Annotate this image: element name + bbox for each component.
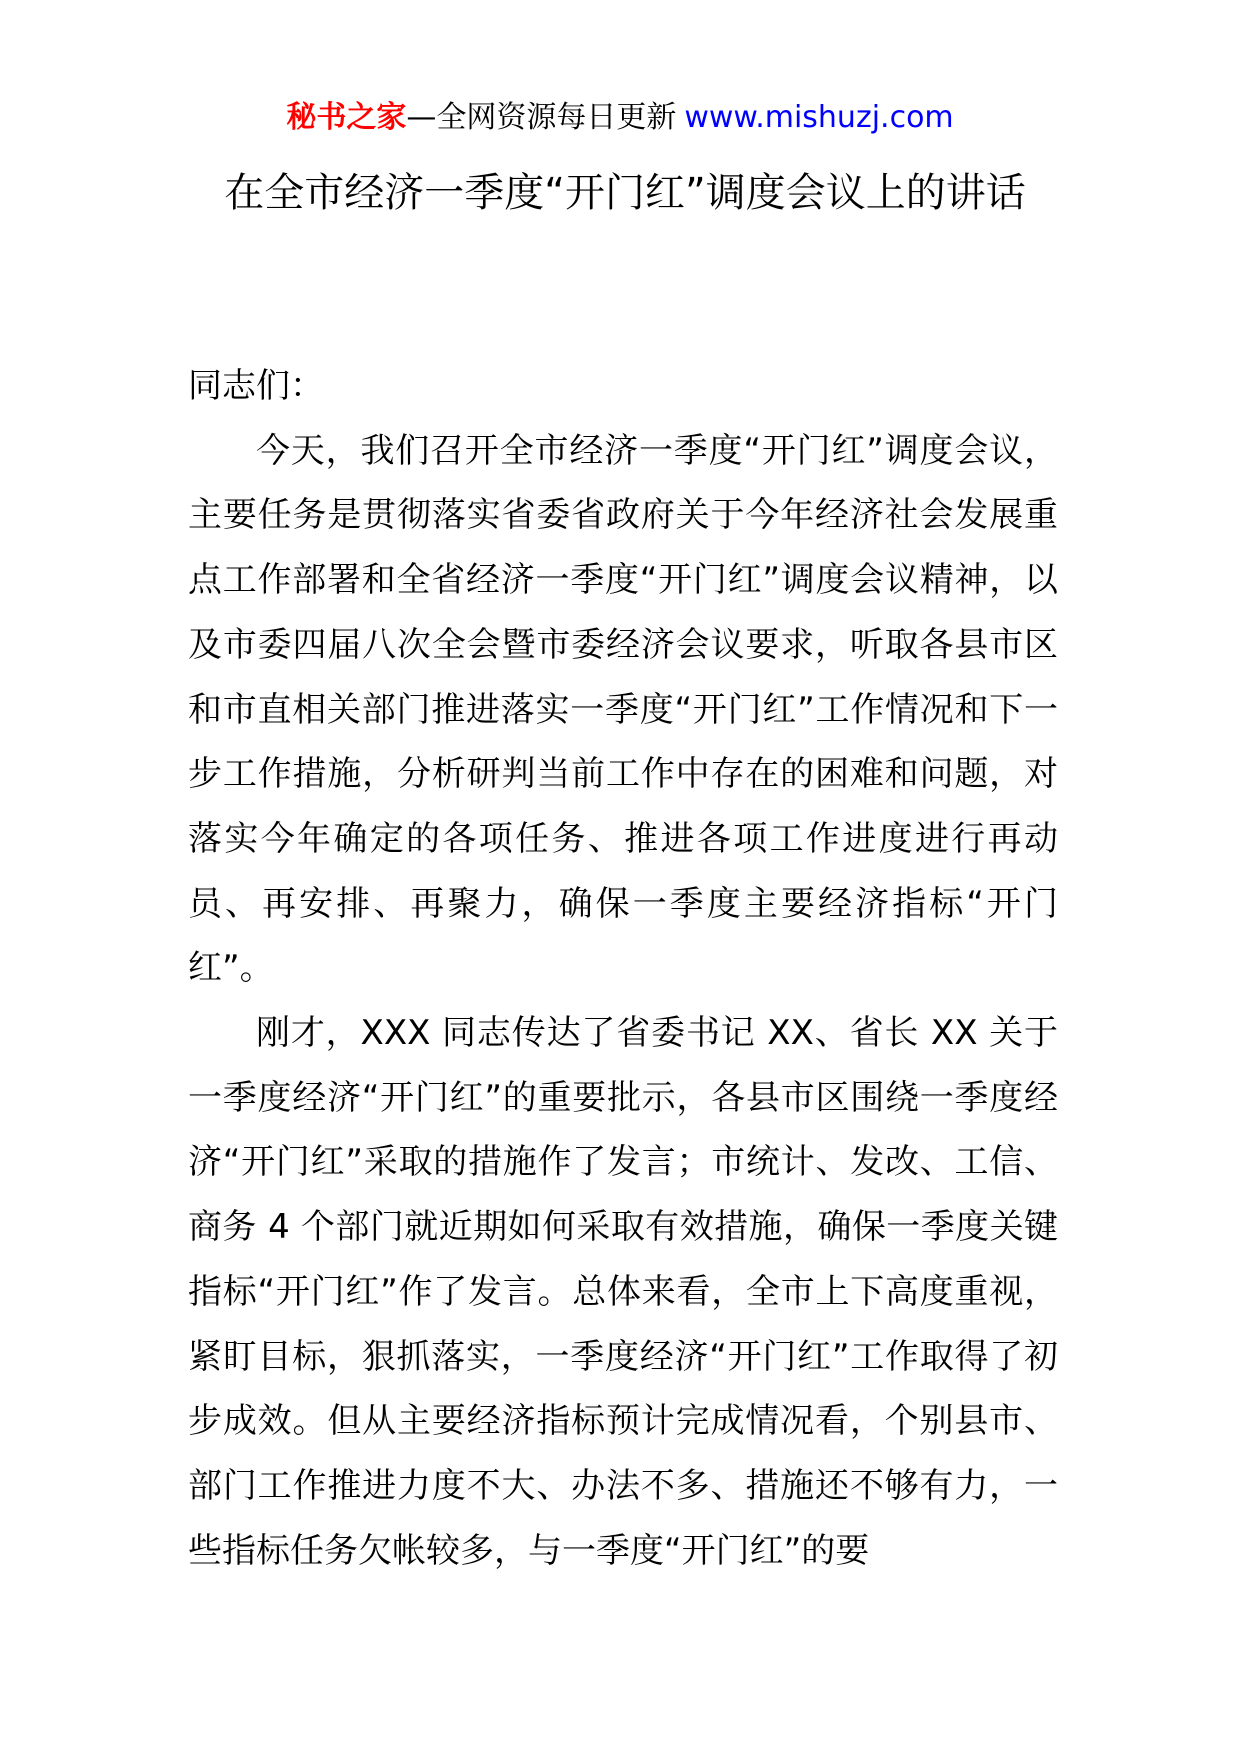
document-body <box>188 354 1058 1583</box>
salutation: 同志们： <box>188 366 324 406</box>
document-title: 在全市经济一季度“开门红”调度会议上的讲话 <box>224 170 1026 216</box>
paragraph-2: 刚才，XXX 同志传达了省委书记 XX、省长 XX 关于一季度经济“开门红”的重要批示，各县市区围绕一季度经济“开门红”采取的措施作了发言；市统计、发改、工信、商务 4 个部门就近期如何采取有效措施，确保一季度关键指标“开门红”作了发言。总体来看，全市上下高度重视，紧盯目标，狠抓落实，一季度经济“开门红”工作取得了初步成效。但从主要经济指标预计完成情况看，个别县市、部门工作推进力度不大、办法不多、措施还不够有力，一些指标任务欠帐较多，与一季度“开门红”的要 <box>188 1013 1058 1571</box>
header-tagline: —全网资源每日更新 <box>406 100 677 135</box>
site-header <box>0 98 1240 138</box>
site-url-link[interactable]: www.mishuzj.com <box>684 100 954 135</box>
paragraph-1: 今天，我们召开全市经济一季度“开门红”调度会议，主要任务是贯彻落实省委省政府关于今年经济社会发展重点工作部署和全省经济一季度“开门红”调度会议精神，以及市委四届八次全会暨市委经济会议要求，听取各县市区和市直相关部门推进落实一季度“开门红”工作情况和下一步工作措施，分析研判当前工作中存在的困难和问题，对落实今年确定的各项任务、推进各项工作进度进行再动员、再安排、再聚力，确保一季度主要经济指标“开门红”。 <box>188 430 1058 989</box>
brand-name: 秘书之家 <box>286 100 407 135</box>
